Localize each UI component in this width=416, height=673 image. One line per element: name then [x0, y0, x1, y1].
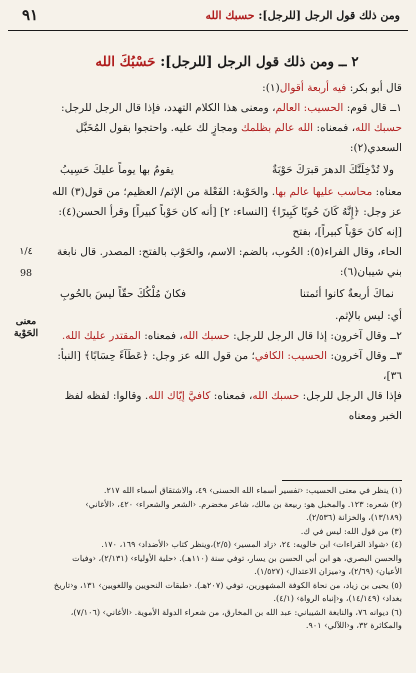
margin-topic: معنى الحَوْبة [13, 316, 39, 339]
paragraph [52, 78, 402, 98]
highlight-span: حسبك الله [182, 330, 230, 342]
text-span: ومجازٍ لك عليه. واحتجوا بقول المُخَبَّل [75, 122, 238, 134]
page-number: ٩١ [22, 6, 39, 24]
footnote-line: (٢) شعره: ١٢٣. والمخبل هو: ربيعة بن مالك، شاعر مخضرم. ‹الشعر والشعراء› ٤٢٠، ‹الأغاني› [85, 498, 402, 509]
main-text [52, 40, 402, 426]
highlight-span: محاسب عليها عالم بها [275, 186, 373, 198]
text-span: معناه: [375, 186, 402, 198]
paragraph: عز وجل: ﴿إِنَّهُ كَانَ حُوبًا كَبِيرًا﴾ [النساء: ٢] [أنه كان حَوْباً كبيراً] وقرأ الحسن(٤): [إنه كانَ حَوْباً كبيراً]، بفتح [58, 206, 402, 238]
paragraph: السعدي(٢): [349, 142, 402, 154]
section-title-text: ومن ذلك قول الرجل [للرجل]: [160, 54, 335, 70]
paragraph: أي: ليس بالإثم. [334, 310, 402, 322]
footnote-line: والحسن البصري، هو ابن أبي الحسن بن يسار، توفي سنة (١١٠هـ). ‹حلية الأولياء› (٢/١٣١)، ‹وفيات [72, 552, 402, 563]
text-span: فإذا قال الرجل للرجل: [302, 390, 402, 402]
footnote-line: والمكاثرة ٣٢، و‹اللآلي› ٩٠١. [305, 620, 402, 630]
highlight-span: حسبك الله [355, 122, 402, 134]
running-title-highlight: حسبك الله [205, 9, 255, 22]
verse-hemistich-left: يقومُ بها يوماً عليكَ حَسِيبُ [60, 164, 174, 176]
paragraph [52, 98, 402, 118]
text-span: قال أبو بكر: [349, 82, 402, 94]
paragraph [52, 182, 402, 202]
verse-line [60, 160, 394, 180]
highlight-span: الله عالم بظلمك [241, 122, 314, 134]
paragraph [52, 118, 402, 138]
verse-hemistich-right: نماكَ أربعةٌ كانوا أئمتنا [299, 288, 394, 300]
paragraph [52, 346, 402, 386]
running-title [206, 9, 400, 22]
text-span: ٢ــ وقال آخرون: إذا قال الرجل للرجل: [233, 330, 402, 342]
footnote-line: (٤) ‹شواذ القراءات› ابن خالويه: ٢٤، ‹زاد المسير› (٢/٥)،وينظر كتاب ‹الأضداد› ١٦٩، ١٧٠. [101, 539, 402, 549]
section-title-highlight: حَسْبُكَ الله [95, 54, 156, 70]
text-span: ، فمعناه: [316, 122, 356, 134]
footnotes [16, 484, 402, 633]
highlight-span: فيه أربعة أقوال [279, 82, 347, 94]
footnote-line: (٣) من قول الله: ليس في ك. [300, 525, 402, 536]
text-span: ٣ــ وقال آخرون: [330, 350, 402, 362]
verse-hemistich-left: فكانَ مُلْكُكَ حقّاً ليسَ بالحُوبِ [60, 288, 187, 300]
highlight-span: حسبك الله [252, 390, 300, 402]
text-span: ، فمعناه: [144, 330, 183, 342]
footnote-line: (١٣/١٨٩)، والخزانة (٢/٥٣٦). [306, 512, 402, 522]
footnote-line: (١) ينظر في معنى الحسيب: ‹تفسير أسماء الله الحسنى› ٤٩، والاشتقاق أسماء الله ٢١٧. [103, 485, 402, 495]
paragraph [52, 386, 402, 426]
section-number: ٢ ــ [338, 54, 359, 70]
footnote-line: (٥) يحيى بن زياد، من نحاة الكوفة المشهورين، توفي (٢٠٧هـ). ‹طبقات النحويين واللغويين› ١٣١، و‹تاريخ [53, 579, 402, 590]
page-header [8, 6, 408, 31]
verse-hemistich-right: ولا تُدْخِلَنَّكَ الدهرَ قبرَكَ حَوْبَةٌ [272, 164, 394, 176]
section-title [52, 52, 402, 72]
highlight-span: الحسيب: العالم [275, 102, 344, 114]
margin-ref: ١/٤ [19, 246, 33, 257]
footnote-line: الأعيان› (٢/٦٩)، و‹ميزان الاعتدال› (١/٥٢٧). [254, 566, 402, 576]
running-title-text: ومن ذلك قول الرجل [للرجل]: [258, 9, 400, 22]
highlight-span: المقتدر عليك الله. [61, 330, 141, 342]
footnote-line: (٦) ديوانه ٧٦، والنابغة الشيباني: عبد الله بن المخارق، من شعراء الدولة الأموية. ‹الأغاني› (٧/١٠٦)، [70, 606, 402, 617]
footnote-divider [282, 480, 402, 481]
text-span: . والحَوْبة: الفَعْلة من الإثم/ العظيم؛ من قول(٣) الله [52, 186, 276, 198]
paragraph: بني شيبان(٦): [339, 266, 402, 278]
margin-page-number: 98 [19, 268, 33, 279]
highlight-span: الحسيب: الكافي [254, 350, 328, 362]
text-span: ١ــ قال قوم: [346, 102, 402, 114]
text-span: ؛ من قول الله عز وجل: ﴿عَطَآءً حِسَابًا﴾ [النبأ: ٣٦]، [57, 350, 402, 382]
text-span: ، ومعنى هذا الكلام التهدد، فإذا قال الرجل للرجل: [61, 102, 276, 114]
text-span: . وقالوا: لفظه لفظ الخبر ومعناه [64, 390, 402, 422]
highlight-span: كافيَّ إيّاك الله [148, 390, 211, 402]
footnote-ref: (١): [262, 82, 280, 94]
paragraph: الحاء، وقال الفراء(٥): الحُوب، بالضم: الاسم، والحَوْب بالفتح: المصدر. قال نابغة [56, 246, 402, 258]
paragraph [52, 326, 402, 346]
footnote-line: بغداد› (١٤/١٤٩)، و‹إنباه الرواة› (٤/١). [273, 593, 402, 603]
verse-line [60, 284, 394, 304]
text-span: ، فمعناه: [213, 390, 253, 402]
